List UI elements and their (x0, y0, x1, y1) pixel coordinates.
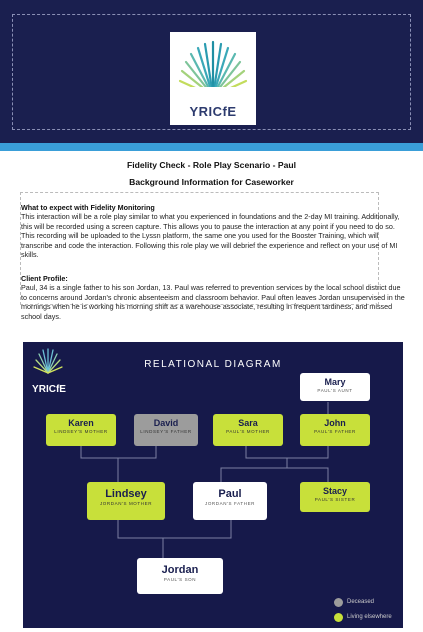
header-banner (0, 0, 423, 143)
node-david-role: LINDSEY'S FATHER (140, 429, 192, 434)
node-sara-role: PAUL'S MOTHER (226, 429, 270, 434)
node-david (134, 414, 198, 446)
connector-to-stacy (287, 468, 328, 482)
node-lindsey-role: JORDAN'S MOTHER (99, 501, 153, 506)
connector-sara-john (246, 446, 328, 458)
fidelity-body: This interaction will be a role play similar to what you experienced in foundations and the 2-day MI training. Additionally, this will be recorded using a screen capture. This allows you to pause the interaction at any point if you need to do so. This recording will be uploaded to the Lyssn platform, the same one you used for the Booster Training, which will transcribe and code the interaction. Following this role play we will debrief the experience and reflect on your use of MI skills. (21, 212, 400, 260)
node-karen-name: Karen (68, 418, 94, 428)
diagram-title: RELATIONAL DIAGRAM (144, 359, 282, 370)
client-profile-body: Paul, 34 is a single father to his son Jordan, 13. Paul was referred to prevention services by the local school district due to concerns around Jordan's chronic absenteeism and classroom behavior. Paul often leaves Jordan unsupervised in the mornings when he is working his morning shift as a warehouse associate, resulting in frequent tardiness, and missed school days. (21, 283, 405, 321)
diagram-logo-text: YRICfE (32, 384, 66, 395)
sunburst-logo-icon (170, 32, 256, 104)
node-karen-role: LINDSEY'S MOTHER (54, 429, 108, 434)
node-stacy (300, 482, 370, 512)
legend-deceased-swatch (334, 598, 343, 607)
sunburst-logo-icon (33, 345, 63, 375)
node-sara (213, 414, 283, 446)
node-lindsey (87, 482, 165, 520)
node-john-role: PAUL'S FATHER (314, 429, 356, 434)
node-mary-role: PAUL'S AUNT (317, 388, 353, 393)
legend-deceased-label: Deceased (347, 599, 375, 605)
node-jordan (137, 558, 223, 594)
node-mary (300, 373, 370, 401)
node-stacy-name: Stacy (322, 486, 348, 496)
relational-diagram (23, 342, 403, 628)
document-subtitle: Background Information for Caseworker (129, 177, 294, 187)
node-karen (46, 414, 116, 446)
node-john-name: John (324, 418, 346, 428)
node-paul-name: Paul (218, 488, 242, 500)
node-paul-role: JORDAN'S FATHER (204, 501, 256, 506)
node-stacy-role: PAUL'S SISTER (314, 497, 356, 502)
node-jordan-role: PAUL'S SON (163, 577, 197, 582)
logo-text: YRICfE (189, 104, 237, 119)
node-lindsey-name: Lindsey (105, 488, 147, 500)
logo (170, 32, 256, 125)
node-sara-name: Sara (238, 418, 258, 428)
banner-stripe (0, 143, 423, 151)
fidelity-heading: What to expect with Fidelity Monitoring (21, 203, 155, 212)
document-title: Fidelity Check - Role Play Scenario - Paul (126, 160, 297, 170)
connector-karen-david (81, 446, 156, 458)
node-jordan-name: Jordan (161, 564, 199, 576)
node-john (300, 414, 370, 446)
node-david-name: David (153, 418, 179, 428)
legend-living-elsewhere-label: Living elsewhere (347, 614, 392, 620)
node-mary-name: Mary (324, 377, 346, 387)
connector-lindsey-paul (118, 520, 231, 538)
connector-to-paul (221, 458, 287, 482)
node-paul (193, 482, 267, 520)
legend-living-elsewhere-swatch (334, 613, 343, 622)
client-profile-heading: Client Profile: (21, 274, 68, 283)
